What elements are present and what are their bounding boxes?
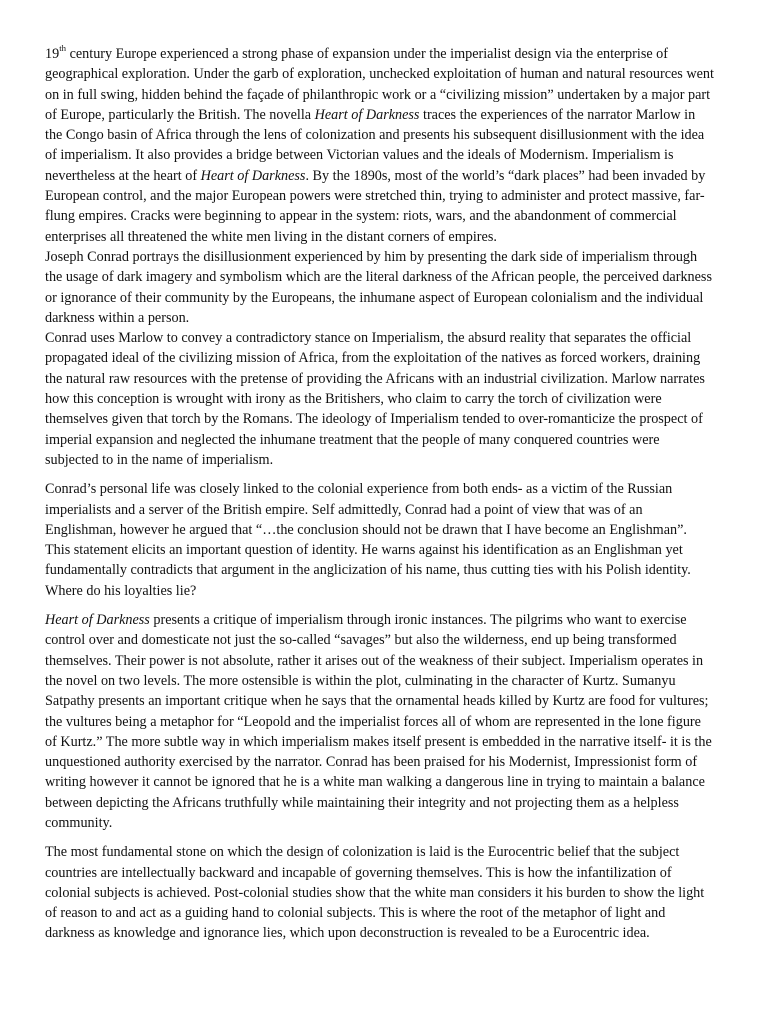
text-run: Joseph Conrad portrays the disillusionment experienced by him by presenting the dark side of imperialism through the usage of dark imagery and symbolism which are the literal darkness of the African people, the perceived darkness or ignorance of their community by the Europeans, the inhumane aspect of European colonialism and the individual darkness within a person.	[45, 248, 712, 326]
superscript: th	[59, 42, 67, 53]
text-run: presents a critique of imperialism through ironic instances. The pilgrims who want to exercise control over and domesticate not just the so-called “savages” but also the wilderness, end up being transformed themselves. Their power is not absolute, rather it arises out of the weakness of their subject. Imperialism operates in the novel on two levels. The more ostensible is within the plot, culminating in the character of Kurtz. Sumanyu Satpathy presents an important critique when he says that the ornamental heads killed by Kurtz are food for vultures; the vultures being a metaphor for “Leopold and the imperialist forces all of whom are represented in the lone figure of Kurtz.” The more subtle way in which imperialism makes itself present is embedded in the narrative itself- it is the unquestioned authority exercised by the narrator. Conrad has been praised for his Modernist, Impressionist form of writing however it cannot be ignored that he is a white man walking a dangerous line in trying to maintain a balance between depicting the Africans truthfully while maintaining their integrity and not projecting them as a helpless community.	[45, 612, 712, 831]
text-run: traces the experiences of the narrator Marlow in the Congo basin of Africa through the lens of colonization and presents his subsequent disillusionment with the idea of imperialism. It also provides a bridge between Victorian values and the ideals of Modernism. Imperialism is nevertheless at the heart of	[45, 106, 705, 184]
italic-title: Heart of Darkness	[314, 106, 420, 123]
paragraph-p6	[45, 842, 715, 943]
paragraph-p3	[45, 328, 715, 470]
paragraph-p5	[45, 610, 715, 833]
paragraph-p4	[45, 479, 715, 601]
text-run: Conrad uses Marlow to convey a contradictory stance on Imperialism, the absurd reality that separates the official propagated ideal of the civilizing mission of Africa, from the exploitation of the natives as forced workers, draining the natural raw resources with the pretense of providing the Africans with an industrial civilization. Marlow narrates how this conception is wrought with irony as the Britishers, who claim to carry the torch of civilization were themselves given that torch by the Romans. The ideology of Imperialism tended to over-romanticize the prospect of imperial expansion and neglected the inhumane treatment that the people of many conquered countries were subjected to in the name of imperialism.	[45, 330, 705, 468]
italic-title: Heart of Darkness	[200, 167, 306, 184]
text-run: The most fundamental stone on which the design of colonization is laid is the Eurocentric belief that the subject countries are intellectually backward and incapable of governing themselves. This is how the infantilization of colonial subjects is achieved. Post-colonial studies show that the white man considers it his burden to show the light of reason to and act as a guiding hand to colonial subjects. This is where the root of the metaphor of light and darkness as knowledge and ignorance lies, which upon deconstruction is revealed to be a Eurocentric idea.	[45, 844, 705, 942]
paragraph-p1	[45, 44, 715, 247]
text-run: . By the 1890s, most of the world’s “dark places” had been invaded by European control, and the major European powers were stretched thin, trying to administer and protect massive, far-flung empires. Cracks were beginning to appear in the system: riots, wars, and the abandonment of commercial enterprises all threatened the white men living in the distant corners of empires.	[45, 167, 706, 245]
text-run: 19	[45, 46, 60, 62]
document-body	[45, 44, 715, 944]
text-run: century Europe experienced a strong phase of expansion under the imperialist design via the enterprise of geographical exploration. Under the garb of exploration, unchecked exploitation of human and natural resources went on in full swing, hidden behind the façade of philanthropic work or a “civilizing mission” undertaken by a major part of Europe, particularly the British. The novella	[45, 46, 714, 123]
italic-title: Heart of Darkness	[45, 612, 150, 629]
paragraph-p2	[45, 247, 715, 328]
text-run: Conrad’s personal life was closely linked to the colonial experience from both ends- as a victim of the Russian imperialists and a server of the British empire. Self admittedly, Conrad had a point of view that was of an Englishman, however he argued that “…the conclusion should not be drawn that I have become an Englishman”. This statement elicits an important question of identity. He warns against his identification as an Englishman yet fundamentally contradicts that argument in the anglicization of his name, thus cutting ties with his Polish identity. Where do his loyalties lie?	[45, 481, 691, 599]
